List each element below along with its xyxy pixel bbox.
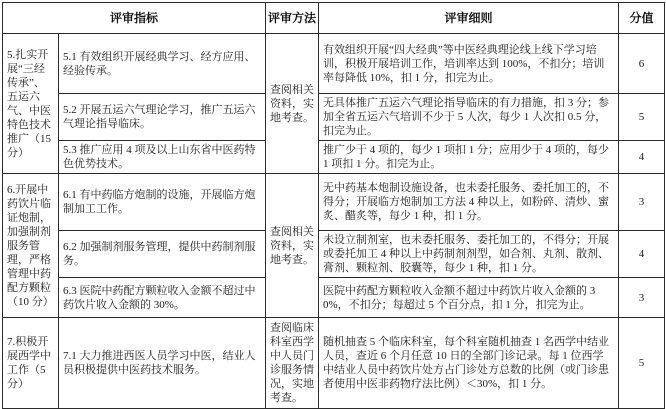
detail-cell-5-1: 有效组织开展“四大经典”等中医经典理论线上线下学习培训，积极开展培训工作，培训率达到 100%，不扣分；培训率每降低 10%，扣 1 分，扣完为止。	[319, 34, 619, 94]
detail-cell-6-3: 医院中药配方颗粒收入金额不超过中药饮片收入金额的 30%，不扣分；每超过 5 个百分点，扣 1 分，扣完为止。	[319, 278, 619, 318]
detail-cell-5-3: 推广少于 4 项的，每少 1 项扣 1 分；应用少于 4 项的，每少 1 项扣 1 分。扣完为止。	[319, 141, 619, 174]
table-row-5-2	[3, 94, 665, 141]
score-cell-6-3: 3	[619, 278, 665, 318]
score-cell-6-2: 4	[619, 231, 665, 278]
indicator-cell-6-2: 6.2 加强制剂服务管理，提供中药制剂服务。	[59, 231, 266, 278]
score-cell-7-1: 5	[619, 318, 665, 409]
table-row-5-1	[3, 34, 665, 94]
category-cell-6: 6.开展中药饮片临证炮制，加强制剂服务管理，严格管理中药配方颗粒（10 分）	[3, 174, 59, 318]
method-cell-group-5: 查阅相关资料，实地考查。	[266, 34, 319, 174]
category-cell-5: 5.扎实开展“三经传承”、五运六气、中医特色技术推广（15 分）	[3, 34, 59, 174]
table-row-6-3	[3, 278, 665, 318]
table-row-5-3	[3, 141, 665, 174]
indicator-cell-5-3: 5.3 推广应用 4 项及以上山东省中医药特色优势技术。	[59, 141, 266, 174]
header-row	[3, 3, 665, 34]
category-cell-7: 7.积极开展西学中工作（5 分）	[3, 318, 59, 409]
header-detail: 评审细则	[319, 3, 619, 34]
method-cell-group-7: 查阅临床科室西学中人员门诊服务情况，实地考查。	[266, 318, 319, 409]
method-cell-group-6: 查阅相关资料，实地考查。	[266, 174, 319, 318]
table-row-6-1	[3, 174, 665, 231]
detail-cell-7-1: 随机抽查 5 个临床科室，每个科室随机抽查 1 名西学中结业人员，查近 6 个月任意 10 日的全部门诊记录。每 1 位西学中结业人员中药饮片处方占门诊处方总数的比例（或门诊患者使用中医非药物疗法比例）＜30%，扣 1 分。	[319, 318, 619, 409]
review-criteria-table	[2, 2, 665, 409]
header-indicator: 评审指标	[3, 3, 266, 34]
score-cell-5-2: 5	[619, 94, 665, 141]
header-method: 评审方法	[266, 3, 319, 34]
indicator-cell-6-1: 6.1 有中药临方炮制的设施，开展临方炮制加工工作。	[59, 174, 266, 231]
detail-cell-5-2: 无具体推广五运六气理论指导临床的有力措施，扣 3 分；参加全省五运六气培训不少于 5 人次，每少 1 人次扣 0.5 分，扣完为止。	[319, 94, 619, 141]
detail-cell-6-1: 无中药基本炮制设施设备，也未委托服务、委托加工的，不得分；开展临方炮制加工方法 4 种以上，如粉碎、清炒、蜜炙、醋炙等，每少 1 种，扣 1 分。	[319, 174, 619, 231]
score-cell-5-3: 4	[619, 141, 665, 174]
table-row-7-1	[3, 318, 665, 409]
indicator-cell-5-1: 5.1 有效组织开展经典学习、经方应用、经验传承。	[59, 34, 266, 94]
header-score: 分值	[619, 3, 665, 34]
indicator-cell-6-3: 6.3 医院中药配方颗粒收入金额不超过中药饮片收入金额的 30%。	[59, 278, 266, 318]
indicator-cell-5-2: 5.2 开展五运六气理论学习，推广五运六气理论指导临床。	[59, 94, 266, 141]
indicator-cell-7-1: 7.1 大力推进西医人员学习中医，结业人员积极提供中医药技术服务。	[59, 318, 266, 409]
score-cell-5-1: 6	[619, 34, 665, 94]
table-row-6-2	[3, 231, 665, 278]
review-table-sheet	[2, 2, 664, 404]
score-cell-6-1: 3	[619, 174, 665, 231]
detail-cell-6-2: 未设立制剂室，也未委托服务、委托加工的，不得分；开展或委托加工 4 种以上中药制剂剂型，如合剂、丸剂、散剂、膏剂、颗粒剂、胶囊等，每少 1 种，扣 1 分。	[319, 231, 619, 278]
